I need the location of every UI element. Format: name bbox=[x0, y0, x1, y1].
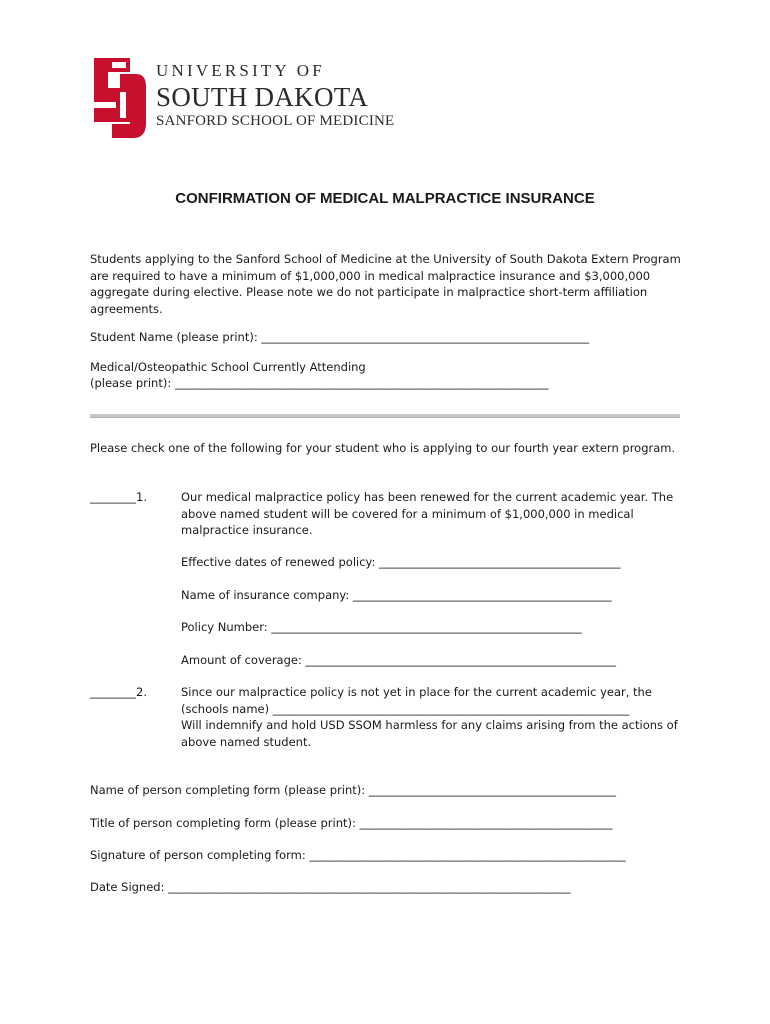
intro-line: agreements. bbox=[90, 301, 163, 316]
check-instruction: Please check one of the following for your student who is applying to our fourth year extern program. bbox=[90, 441, 676, 455]
logo-line-3: SANFORD SCHOOL OF MEDICINE bbox=[156, 113, 395, 129]
section-divider bbox=[90, 414, 680, 418]
completer-title-field[interactable]: Title of person completing form (please print): ____________________________________________ bbox=[90, 816, 613, 830]
schools-name-field[interactable]: (schools name) ______________________________________________________________ bbox=[181, 701, 630, 716]
logo-line-2: SOUTH DAKOTA bbox=[156, 82, 369, 112]
university-name bbox=[156, 62, 394, 130]
logo-line-1: UNIVERSITY OF bbox=[156, 61, 325, 80]
school-label: Medical/Osteopathic School Currently Attending bbox=[90, 360, 366, 374]
student-name-field[interactable]: Student Name (please print): _________________________________________________________ bbox=[90, 330, 590, 344]
option-2-line: Since our malpractice policy is not yet in place for the current academic year, the bbox=[181, 685, 652, 699]
option-1-line: Our medical malpractice policy has been renewed for the current academic year. The bbox=[181, 490, 674, 504]
option-2-line: above named student. bbox=[181, 734, 312, 749]
intro-line: Students applying to the Sanford School of Medicine at the University of South Dakota Extern Program bbox=[90, 252, 681, 266]
option-2-text bbox=[181, 684, 678, 750]
effective-dates-field[interactable]: Effective dates of renewed policy: __________________________________________ bbox=[181, 555, 621, 569]
amount-coverage-field[interactable]: Amount of coverage: ______________________________________________________ bbox=[181, 653, 617, 667]
form-title: CONFIRMATION OF MEDICAL MALPRACTICE INSURANCE bbox=[175, 190, 595, 207]
intro-line: aggregate during elective. Please note we do not participate in malpractice short-term affiliation bbox=[90, 285, 648, 299]
option-1-text bbox=[181, 489, 673, 539]
option-1-line: malpractice insurance. bbox=[181, 523, 313, 537]
school-field[interactable]: (please print): _________________________________________________________________ bbox=[90, 376, 549, 390]
option-1-checkbox[interactable]: ________1. bbox=[90, 490, 147, 504]
usd-logo-mark-icon bbox=[90, 58, 146, 138]
date-signed-field[interactable]: Date Signed: ______________________________________________________________________ bbox=[90, 880, 571, 894]
completer-name-field[interactable]: Name of person completing form (please print): ___________________________________________ bbox=[90, 783, 617, 797]
insurance-company-field[interactable]: Name of insurance company: _____________________________________________ bbox=[181, 588, 612, 602]
option-1-line: above named student will be covered for a minimum of $1,000,000 in medical bbox=[181, 506, 634, 521]
option-2-checkbox[interactable]: ________2. bbox=[90, 685, 147, 699]
option-2-line: Will indemnify and hold USD SSOM harmless for any claims arising from the actions of bbox=[181, 718, 678, 732]
policy-number-field[interactable]: Policy Number: ______________________________________________________ bbox=[181, 620, 582, 634]
intro-line: are required to have a minimum of $1,000,000 in medical malpractice insurance and $3,000,000 bbox=[90, 268, 651, 283]
signature-field[interactable]: Signature of person completing form: _______________________________________________________ bbox=[90, 848, 626, 862]
intro-paragraph bbox=[90, 251, 681, 317]
